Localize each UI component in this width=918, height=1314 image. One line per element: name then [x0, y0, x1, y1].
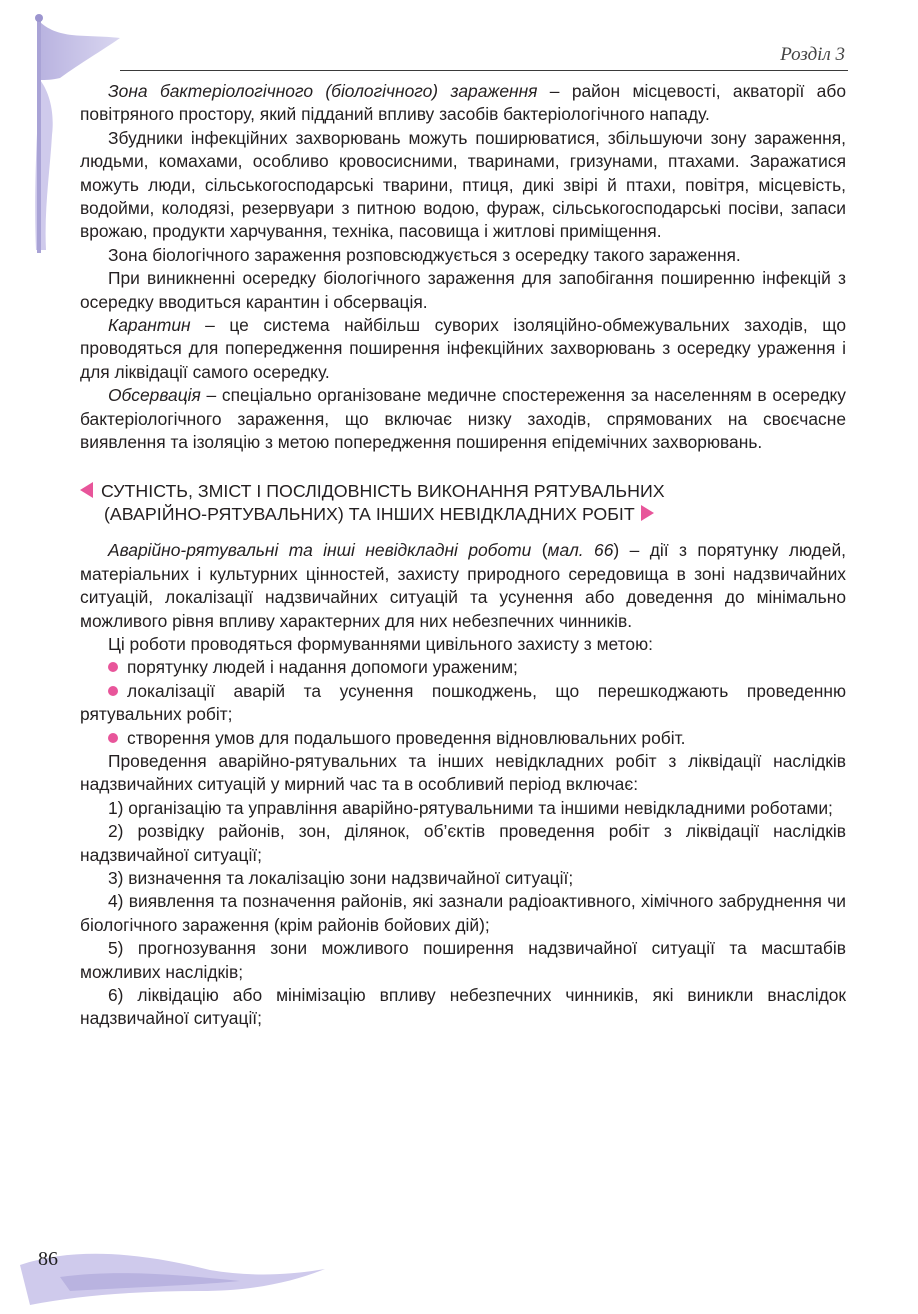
paragraph-purpose-intro: Ці роботи проводяться формуваннями цивільного захисту з метою: [108, 633, 653, 654]
numbered-item: 5) прогнозування зони можливого поширення надзвичайної ситуації та масштабів можливих наслідків; [80, 938, 846, 982]
bullet-icon [108, 686, 118, 696]
numbered-item: 1) організацію та управління аварійно-рятувальними та іншими невідкладними роботами; [108, 797, 833, 818]
paragraph-quarantine-intro: При виникненні осередку біологічного зараження для запобігання поширенню інфекцій з осередку вводиться карантин і обсервація. [80, 268, 846, 312]
term: Аварійно-рятувальні та інші невідкладні роботи [108, 540, 532, 561]
list-item: порятунку людей і надання допомоги ураженим; [80, 656, 846, 679]
numbered-item: 6) ліквідацію або мінімізацію впливу небезпечних чинників, які виникли внаслідок надзвичайної ситуації; [80, 985, 846, 1029]
term: Зона бактеріологічного (біологічного) зараження [108, 81, 538, 101]
bullet-icon [108, 733, 118, 743]
paragraph-bacteriological-zone: Зона бактеріологічного (біологічного) зараження – район місцевості, акваторії або повітряного простору, який підданий впливу засобів бактеріологічного нападу. [80, 81, 846, 125]
numbered-item: 2) розвідку районів, зон, ділянок, об’єктів проведення робіт з ліквідації наслідків надзвичайної ситуації; [80, 821, 846, 865]
numbered-item: 3) визначення та локалізацію зони надзвичайної ситуації; [108, 868, 574, 888]
paragraph-pathogens: Збудники інфекційних захворювань можуть поширюватися, збільшуючи зону зараження, людьми, комахами, особливо кровосисними, тваринами, гризунами, птахами. Заражатися можуть люди, сільськогосподарські тварини, птиця, дикі звірі й птахи, повітря, місцевість, водойми, колодязі, резервуари з питною водою, фураж, сільськогосподарські посіви, запаси врожаю, продукти харчування, техніка, пасовища і житлові приміщення. [80, 127, 846, 242]
page-number: 86 [38, 1248, 58, 1270]
paragraph-observation: Обсервація – спеціально організоване медичне спостереження за населенням в осередку бактеріологічного зараження, що включає низку заходів, спрямованих на своєчасне виявлення та ізоляцію з метою попередження поширення епідемічних захворювань. [80, 385, 846, 453]
triangle-left-icon [80, 482, 93, 498]
list-item: локалізації аварій та усунення пошкоджень, що перешкоджають проведенню рятувальних робіт; [80, 680, 846, 725]
term: Карантин [108, 315, 191, 336]
page-content [80, 80, 846, 1031]
header-rule [120, 70, 848, 71]
figure-reference: мал. 66 [547, 540, 614, 561]
section-heading: СУТНІСТЬ, ЗМІСТ І ПОСЛІДОВНІСТЬ ВИКОНАННЯ РЯТУВАЛЬНИХ (АВАРІЙНО-РЯТУВАЛЬНИХ) ТА ІНШИХ НЕВІДКЛАДНИХ РОБІТ [80, 480, 846, 527]
section-label: Розділ 3 [780, 44, 845, 65]
paragraph-zone-spread: Зона біологічного зараження розповсюджується з осередку такого зараження. [108, 244, 741, 265]
paragraph-definition: Аварійно-рятувальні та інші невідкладні роботи (мал. 66) – дії з порятунку людей, матеріальних і культурних цінностей, захисту природного середовища в зоні надзвичайних ситуацій, локалізації надзвичайних ситуацій та усунення або доведення до мінімально можливого рівня впливу характерних для них небезпечних чинників. [80, 540, 846, 631]
paragraph-quarantine: Карантин – це система найбільш суворих ізоляційно-обмежувальних заходів, що проводяться для попередження поширення інфекційних захворювань з осередку ураження і для ліквідації самого осередку. [80, 315, 846, 382]
numbered-item: 4) виявлення та позначення районів, які зазнали радіоактивного, хімічного забруднення чи біологічного зараження (крім районів бойових дій); [80, 891, 846, 935]
triangle-right-icon [641, 505, 654, 521]
bullet-icon [108, 662, 118, 672]
term: Обсервація [108, 385, 201, 406]
list-item: створення умов для подальшого проведення відновлювальних робіт. [80, 727, 846, 750]
paragraph-list-intro: Проведення аварійно-рятувальних та інших невідкладних робіт з ліквідації наслідків надзвичайних ситуацій у мирний час та в особливий період включає: [80, 750, 846, 795]
